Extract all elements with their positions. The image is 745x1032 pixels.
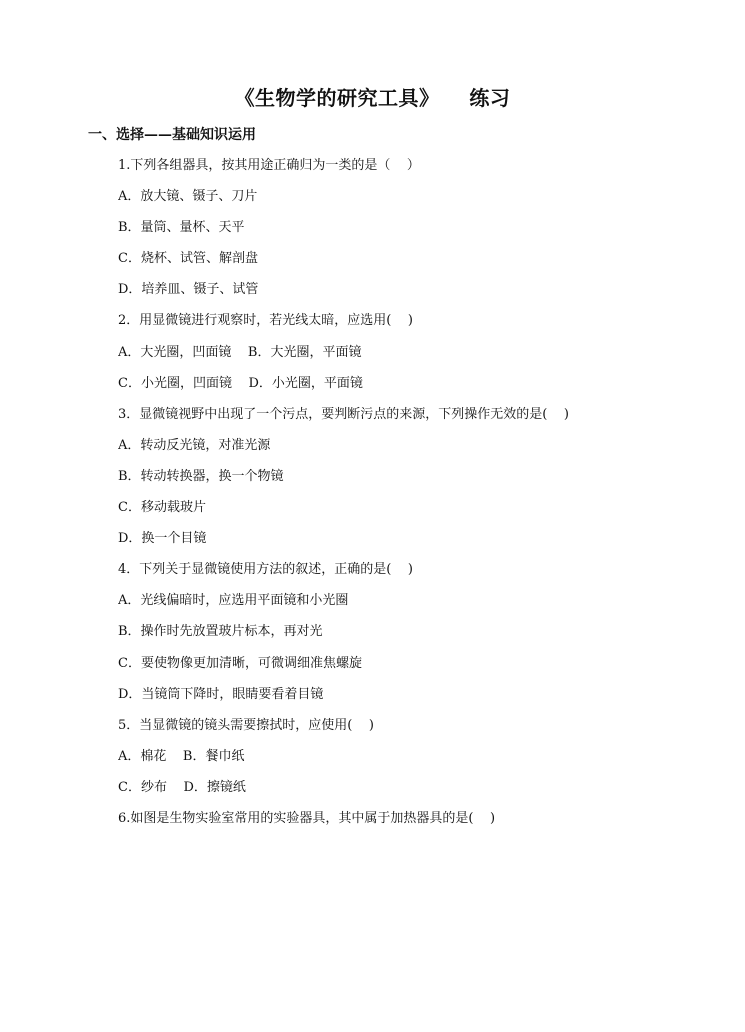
question-1-stem: 1.下列各组器具，按其用途正确归为一类的是（ ） xyxy=(118,158,420,173)
question-2-options-cd: C．小光圈，凹面镜 D．小光圈，平面镜 xyxy=(118,375,363,391)
question-1-option-d: D．培养皿、镊子、试管 xyxy=(118,282,259,298)
question-4-stem: 4．下列关于显微镜使用方法的叙述，正确的是( ) xyxy=(118,562,413,578)
question-5-stem: 5．当显微镜的镜头需要擦拭时，应使用( ) xyxy=(118,717,374,733)
question-1-option-b: B．量筒、量杯、天平 xyxy=(118,220,245,236)
page-title: 《生物学的研究工具》 练习 xyxy=(234,86,511,110)
question-3-option-b: B．转动转换器，换一个物镜 xyxy=(118,468,284,484)
question-list xyxy=(118,150,678,834)
question-4-option-b: B．操作时先放置玻片标本，再对光 xyxy=(118,624,323,640)
question-2-stem: 2．用显微镜进行观察时，若光线太暗，应选用( ) xyxy=(118,313,413,329)
question-5-options-cd: C．纱布 D．擦镜纸 xyxy=(118,779,246,795)
question-2-options-ab: A．大光圈，凹面镜 B．大光圈，平面镜 xyxy=(118,344,362,360)
question-3-option-a: A．转动反光镜，对准光源 xyxy=(118,437,271,453)
question-1-option-c: C．烧杯、试管、解剖盘 xyxy=(118,251,258,267)
question-1-option-a: A．放大镜、镊子、刀片 xyxy=(118,189,258,205)
question-4-option-a: A．光线偏暗时，应选用平面镜和小光圈 xyxy=(118,593,349,609)
question-3-stem: 3．显微镜视野中出现了一个污点，要判断污点的来源，下列操作无效的是( ) xyxy=(118,406,569,422)
question-3-option-d: D．换一个目镜 xyxy=(118,531,207,547)
question-3-option-c: C．移动载玻片 xyxy=(118,500,206,516)
question-4-option-d: D．当镜筒下降时，眼睛要看着目镜 xyxy=(118,686,324,702)
question-6-stem: 6.如图是生物实验室常用的实验器具，其中属于加热器具的是( ) xyxy=(118,810,496,826)
section-heading: 一、选择——基础知识运用 xyxy=(88,127,256,143)
question-5-options-ab: A．棉花 B．餐巾纸 xyxy=(118,748,245,764)
question-4-option-c: C．要使物像更加清晰，可微调细准焦螺旋 xyxy=(118,655,362,671)
